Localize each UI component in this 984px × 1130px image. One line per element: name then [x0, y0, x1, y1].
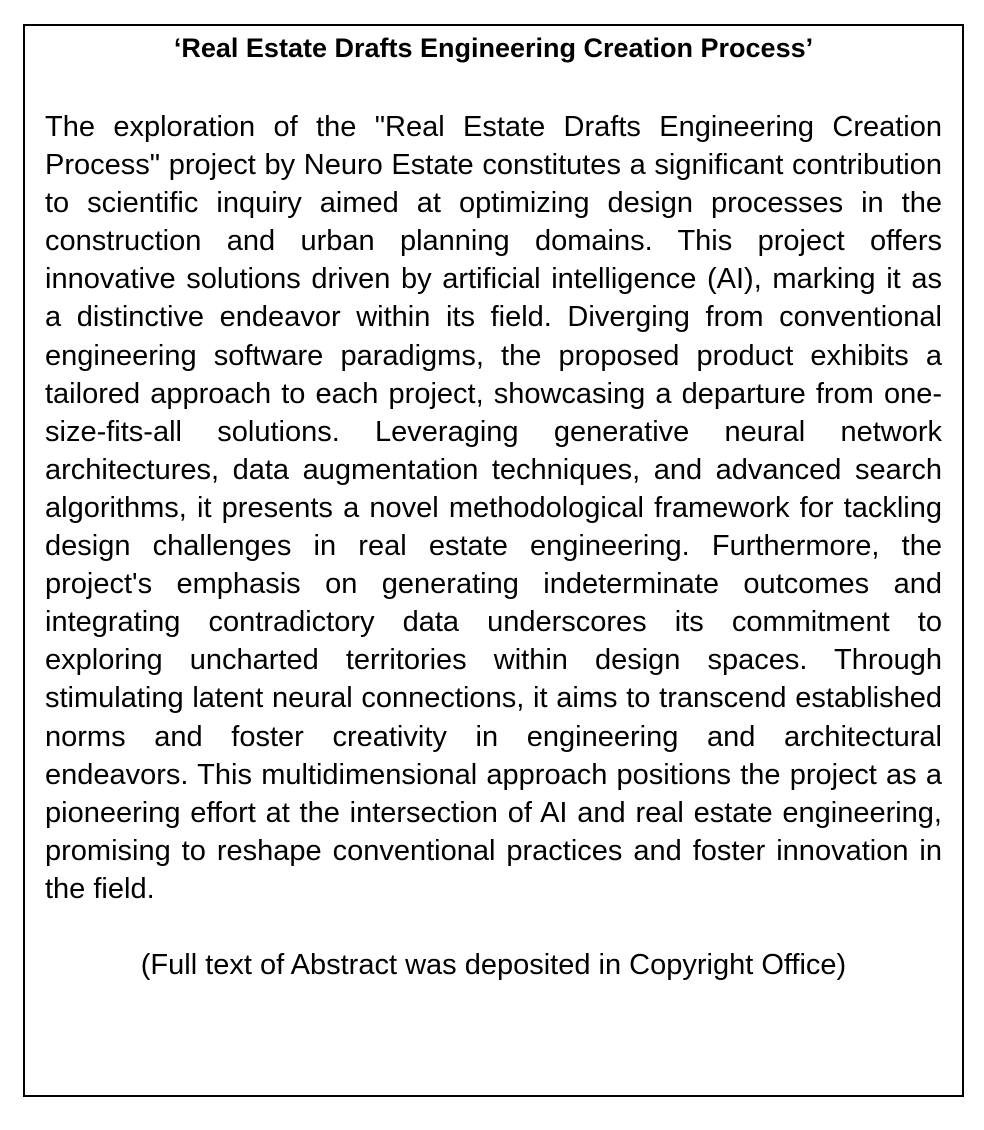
copyright-note: (Full text of Abstract was deposited in Copyright Office) [140, 948, 847, 981]
document-title: ‘Real Estate Drafts Engineering Creation Process’ [173, 33, 814, 63]
abstract-box [23, 24, 964, 1097]
abstract-body: The exploration of the "Real Estate Drafts Engineering Creation Process" project by Neuro Estate constitutes a significant contribution to scientific inquiry aimed at optimizing design processes in the construction and urban planning domains. This project offers innovative solutions driven by artificial intelligence (AI), marking it as a distinctive endeavor within its field. Diverging from conventional engineering software paradigms, the proposed product exhibits a tailored approach to each project, showcasing a departure from one-size-fits-all solutions. Leveraging generative neural network architectures, data augmentation techniques, and advanced search algorithms, it presents a novel methodological framework for tackling design challenges in real estate engineering. Furthermore, the project's emphasis on generating indeterminate outcomes and integrating contradictory data underscores its commitment to exploring uncharted territories within design spaces. Through stimulating latent neural connections, it aims to transcend established norms and foster creativity in engineering and architectural endeavors. This multidimensional approach positions the project as a pioneering effort at the intersection of AI and real estate engineering, promising to reshape conventional practices and foster innovation in the field. [45, 111, 942, 905]
